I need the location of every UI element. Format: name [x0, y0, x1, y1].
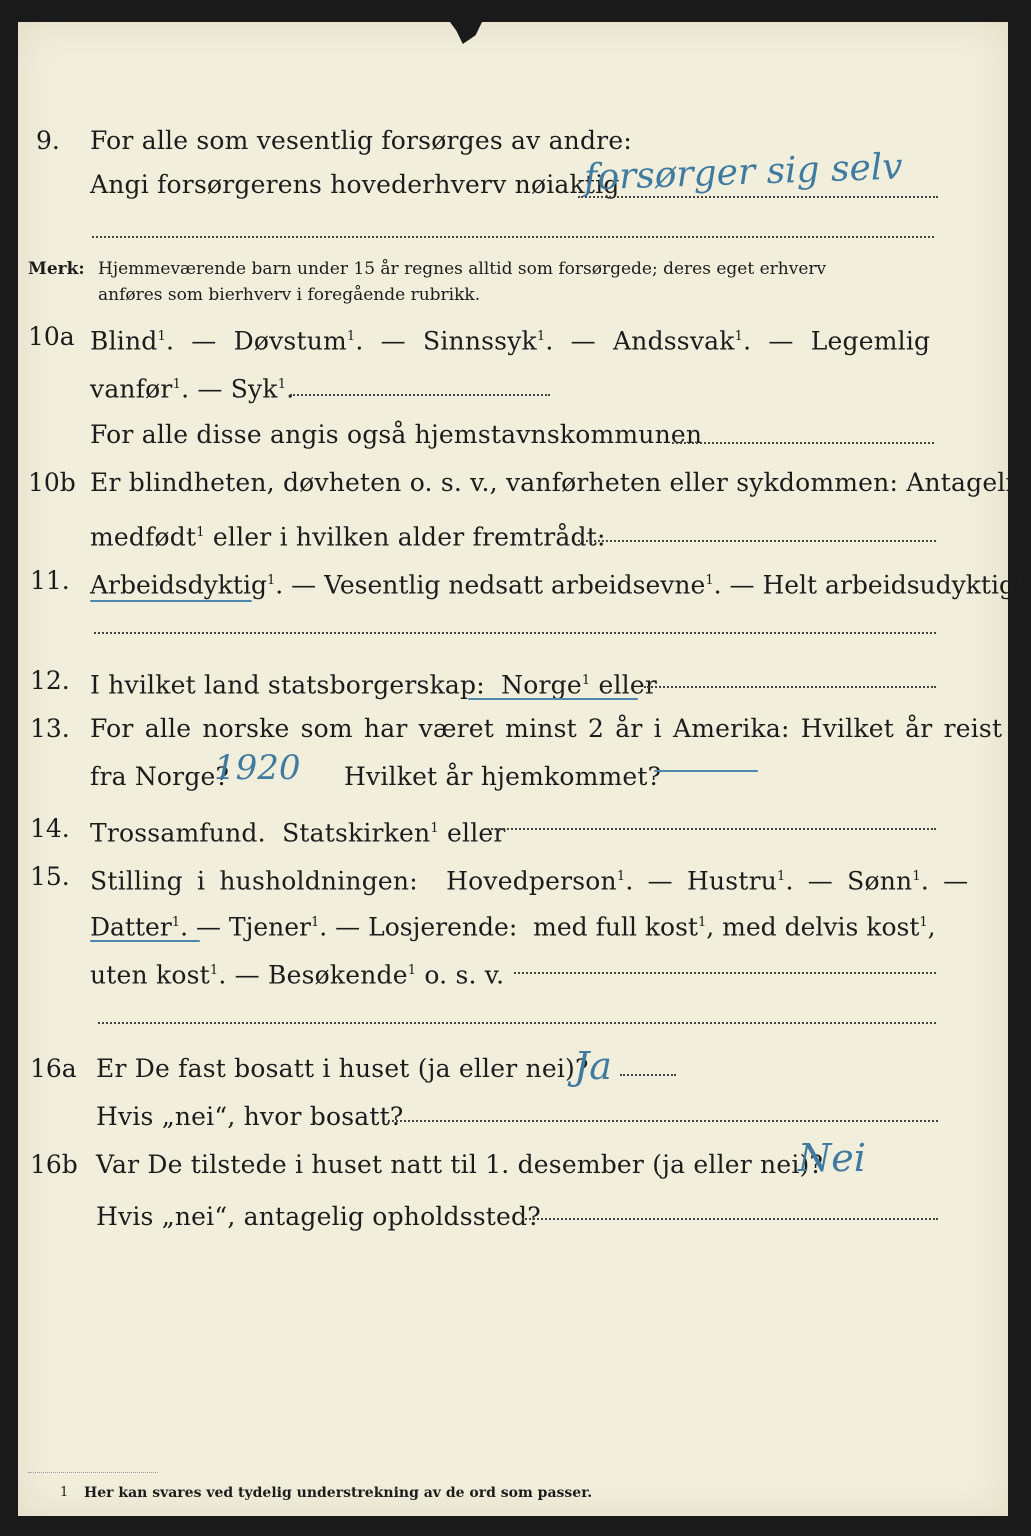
- item-10a-line-1: Blind$^1$. — Døvstum$^1$. — Sinnssyk$^1$. — Andssvak$^1$. — Legemlig: [90, 326, 931, 356]
- item-number: 12.: [30, 666, 70, 695]
- item-15-line-1: Stilling i husholdningen: Hovedperson$^1$. — Hustru$^1$. — Sønn$^1$. —: [90, 866, 969, 896]
- item-number: 16a: [30, 1054, 77, 1083]
- torn-edge: [450, 22, 482, 44]
- item-15-line-2: Datter$^1$. — Tjener$^1$. — Losjerende: med full kost$^1$, med delvis kost$^1$,: [90, 912, 936, 942]
- item-16b-followup: Hvis „nei“, antagelig opholdssted?: [96, 1202, 541, 1231]
- footnote-text: Her kan svares ved tydelig understrekning av de ord som passer.: [84, 1485, 593, 1501]
- item-10a-line-3: For alle disse angis også hjemstavnskommunen: [90, 420, 703, 449]
- item-number: 10a: [28, 322, 75, 351]
- note-text-line-1: Hjemmeværende barn under 15 år regnes alltid som forsørgede; deres eget erhverv: [98, 259, 827, 279]
- note-label: Merk:: [28, 259, 85, 279]
- handwritten-underline: [90, 940, 200, 942]
- item-13-line-1: For alle norske som har været minst 2 år i Amerika: Hvilket år reist: [90, 714, 1003, 743]
- item-number: 14.: [30, 814, 70, 843]
- handwritten-underline: [90, 600, 252, 602]
- item-16a-followup: Hvis „nei“, hvor bosatt?: [96, 1102, 404, 1131]
- handwritten-dash: [654, 770, 758, 772]
- handwritten-underline: [468, 698, 638, 700]
- answer-line: [644, 686, 936, 688]
- item-12-question: I hvilket land statsborgerskap: Norge$^1$ eller: [90, 670, 658, 700]
- item-14-question: Trossamfund. Statskirken$^1$ eller: [90, 818, 506, 848]
- handwritten-answer-16b: Nei: [798, 1136, 866, 1180]
- item-number: 11.: [30, 566, 70, 595]
- answer-line: [92, 236, 934, 238]
- item-10a-line-2: vanfør$^1$. — Syk$^1$.: [90, 374, 295, 404]
- note-text-line-2: anføres som bierhverv i foregående rubrikk.: [98, 285, 481, 305]
- answer-line: [620, 1074, 676, 1076]
- item-number: 15.: [30, 862, 70, 891]
- item-11-options: Arbeidsdyktig$^1$. — Vesentlig nedsatt arbeidsevne$^1$. — Helt arbeidsudyktig$^1$.: [90, 570, 1031, 600]
- answer-line: [290, 394, 550, 396]
- item-15-line-3: uten kost$^1$. — Besøkende$^1$ o. s. v.: [90, 960, 505, 990]
- census-form-page: [18, 22, 1031, 1516]
- answer-line: [98, 1022, 936, 1024]
- item-10b-line-1: Er blindheten, døvheten o. s. v., vanførheten eller sykdommen: Antagelig: [90, 468, 1030, 497]
- item-number: 10b: [28, 468, 76, 497]
- item-9-question: For alle som vesentlig forsørges av andre:: [90, 126, 632, 155]
- item-16a-question: Er De fast bosatt i huset (ja eller nei)?: [96, 1054, 589, 1083]
- item-number: 13.: [30, 714, 70, 743]
- answer-line: [672, 442, 934, 444]
- item-13-second-question: Hvilket år hjemkommet?: [344, 762, 662, 791]
- item-9-prompt: Angi forsørgerens hovederhverv nøiaktig: [90, 170, 620, 199]
- answer-line: [522, 1218, 938, 1220]
- faded-mark: [28, 1472, 158, 1473]
- answer-line: [514, 972, 936, 974]
- item-10b-line-2: medfødt$^1$ eller i hvilken alder fremtrådt:: [90, 522, 606, 552]
- item-number: 9.: [36, 126, 60, 155]
- answer-line: [484, 828, 936, 830]
- handwritten-answer-9: forsørger sig selv: [583, 146, 904, 199]
- footnote-number: 1: [60, 1485, 69, 1500]
- item-number: 16b: [30, 1150, 78, 1179]
- item-13-prefix: fra Norge?: [90, 762, 230, 791]
- answer-line: [94, 632, 936, 634]
- answer-line: [578, 540, 936, 542]
- item-16b-question: Var De tilstede i huset natt til 1. desember (ja eller nei)?: [96, 1150, 824, 1179]
- handwritten-year: 1920: [214, 748, 301, 788]
- handwritten-answer-16a: Ja: [574, 1044, 612, 1088]
- answer-line: [388, 1120, 938, 1122]
